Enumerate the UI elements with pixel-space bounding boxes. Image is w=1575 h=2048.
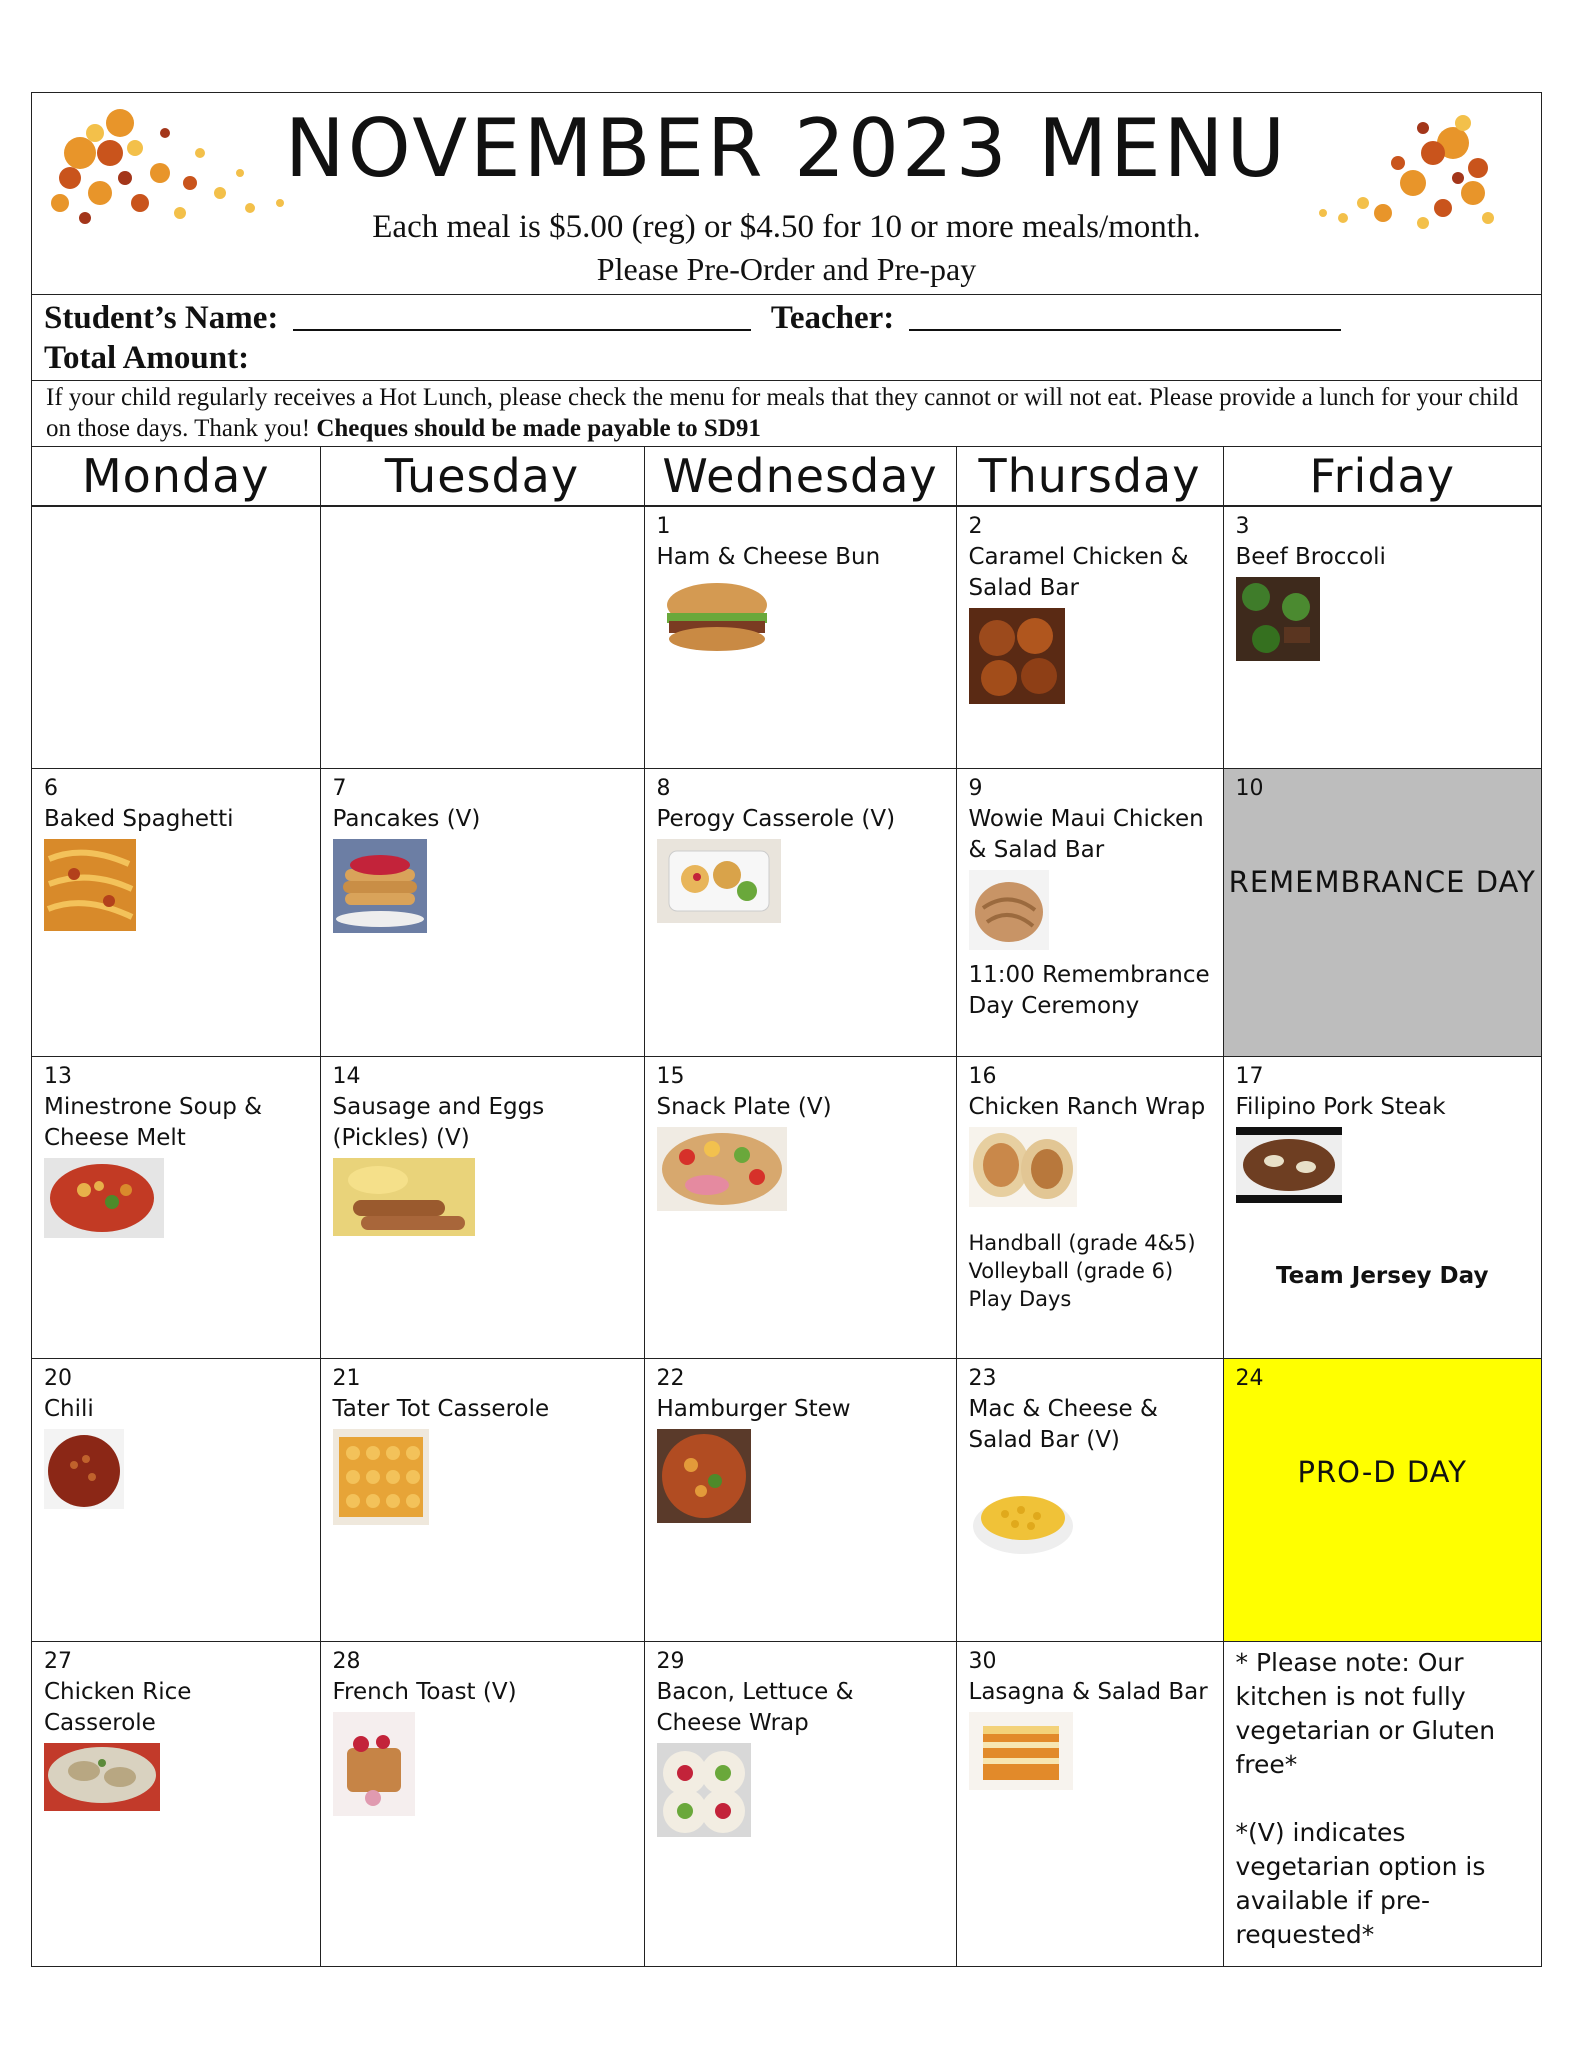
special-day-label: REMEMBRANCE DAY [1228,865,1536,899]
day-number: 29 [656,1649,685,1674]
tots-food-icon [333,1429,429,1525]
day-number: 3 [1235,514,1250,539]
day-header-thursday: Thursday [956,447,1223,506]
day-cell-tuesday [320,1642,644,1967]
event-note: 11:00 Remembrance Day Ceremony [968,962,1210,1019]
kitchen-note: * Please note: Our kitchen is not fully vegetarian or Gluten free* [1235,1648,1496,1779]
day-cell-wednesday [644,1642,956,1967]
day-header-tuesday: Tuesday [320,447,644,506]
stew-food-icon [657,1429,751,1523]
lunch-notice [32,381,1541,447]
day-number: 13 [44,1064,72,1089]
meal-name: Chicken Ranch Wrap [968,1094,1206,1120]
menu-sheet [31,92,1542,1967]
cheque-notice: Cheques should be made payable to SD91 [316,415,761,442]
meal-name: French Toast (V) [332,1679,517,1705]
day-number: 22 [656,1366,685,1391]
burger-food-icon [657,577,777,655]
day-number: 20 [44,1366,72,1391]
vegetarian-note: *(V) indicates vegetarian option is available if pre-requested* [1235,1818,1486,1949]
day-cell-thursday [956,506,1223,769]
day-header-wednesday: Wednesday [644,447,956,506]
week-row [32,1642,1541,1967]
day-number: 9 [968,776,983,801]
day-number: 8 [656,776,671,801]
teacher-label: Teacher: [770,300,895,336]
day-number: 17 [1235,1064,1264,1089]
day-cell-wednesday [644,769,956,1057]
day-cell-monday [32,1057,320,1359]
day-cell-friday [1223,769,1541,1057]
day-number: 16 [968,1064,997,1089]
meal-name: Snack Plate (V) [656,1094,832,1120]
day-number: 7 [332,776,347,801]
menu-calendar [32,447,1541,1966]
day-cell-friday [1223,1359,1541,1642]
meal-name: Chili [44,1396,94,1422]
event-note: Team Jersey Day [1276,1263,1489,1289]
day-cell-thursday [956,1642,1223,1967]
meal-name: Hamburger Stew [656,1396,851,1422]
day-cell-monday [32,769,320,1057]
day-cell-tuesday [320,506,644,769]
week-row [32,506,1541,769]
day-cell-tuesday [320,769,644,1057]
steak-food-icon [1236,1127,1342,1203]
day-cell-tuesday [320,1359,644,1642]
meal-name: Mac & Cheese & Salad Bar (V) [968,1396,1158,1453]
chicken-food-icon [969,608,1065,704]
day-number: 27 [44,1649,72,1674]
broccoli-food-icon [1236,577,1320,661]
day-number: 30 [968,1649,997,1674]
meal-name: Ham & Cheese Bun [656,544,881,570]
event-note: Handball (grade 4&5) Volleyball (grade 6) Play Days [968,1231,1196,1311]
rolls-food-icon [657,1743,751,1837]
platter-food-icon [657,1127,787,1211]
mac-food-icon [969,1478,1077,1558]
day-number: 14 [332,1064,361,1089]
week-row [32,1359,1541,1642]
day-cell-friday [1223,1642,1541,1967]
chili-food-icon [44,1429,124,1509]
day-cell-wednesday [644,1359,956,1642]
rice-food-icon [44,1743,160,1811]
menu-header [32,93,1541,295]
meal-name: Beef Broccoli [1235,544,1386,570]
day-number: 6 [44,776,58,801]
day-number: 2 [968,514,983,539]
day-cell-wednesday [644,506,956,769]
meal-name: Minestrone Soup & Cheese Melt [44,1094,263,1151]
meal-name: Wowie Maui Chicken & Salad Bar [968,806,1204,863]
day-number: 23 [968,1366,997,1391]
day-header-friday: Friday [1223,447,1541,506]
toast-food-icon [333,1712,415,1816]
lasagna-food-icon [969,1712,1073,1790]
meal-name: Pancakes (V) [332,806,481,832]
day-number: 1 [656,514,671,539]
meal-name: Perogy Casserole (V) [656,806,896,832]
student-name-label: Student’s Name: [44,300,279,336]
meal-name: Lasagna & Salad Bar [968,1679,1208,1705]
teacher-field[interactable] [909,329,1341,331]
week-row [32,769,1541,1057]
day-number: 28 [332,1649,361,1674]
day-number: 10 [1235,776,1264,801]
pasta-food-icon [44,839,136,931]
meal-name: Baked Spaghetti [44,806,234,832]
soup-food-icon [44,1158,164,1238]
price-line: Each meal is $5.00 (reg) or $4.50 for 10 or more meals/month. [372,209,1201,245]
student-info-form [32,295,1541,381]
menu-title: NOVEMBER 2023 MENU [284,102,1289,195]
student-name-field[interactable] [293,329,751,331]
day-cell-tuesday [320,1057,644,1359]
day-cell-monday [32,506,320,769]
preorder-line: Please Pre-Order and Pre-pay [596,251,977,287]
day-number: 21 [332,1366,361,1391]
day-cell-monday [32,1359,320,1642]
total-amount-label: Total Amount: [44,340,250,376]
day-number: 24 [1235,1366,1264,1391]
pulled-food-icon [969,870,1049,950]
meal-name: Caramel Chicken & Salad Bar [968,544,1189,601]
notice-text: If your child regularly receives a Hot Lunch, please check the menu for meals that they cannot or will not eat. Please provide a lunch for your child on those days. Thank you! [46,384,1519,442]
meal-name: Filipino Pork Steak [1235,1094,1446,1120]
day-header-monday: Monday [32,447,320,506]
day-cell-thursday [956,1359,1223,1642]
meal-name: Chicken Rice Casserole [44,1679,192,1736]
meal-name: Sausage and Eggs (Pickles) (V) [332,1094,545,1151]
sausage-food-icon [333,1158,475,1236]
pancakes-food-icon [333,839,427,933]
day-cell-thursday [956,1057,1223,1359]
day-cell-wednesday [644,1057,956,1359]
day-cell-thursday [956,769,1223,1057]
meal-name: Tater Tot Casserole [332,1396,550,1422]
meal-name: Bacon, Lettuce & Cheese Wrap [656,1679,854,1736]
wrap-food-icon [969,1127,1077,1207]
day-number: 15 [656,1064,685,1089]
special-day-label: PRO-D DAY [1297,1455,1467,1489]
casserole-food-icon [657,839,781,923]
day-cell-friday [1223,1057,1541,1359]
day-cell-friday [1223,506,1541,769]
week-row [32,1057,1541,1359]
day-cell-monday [32,1642,320,1967]
